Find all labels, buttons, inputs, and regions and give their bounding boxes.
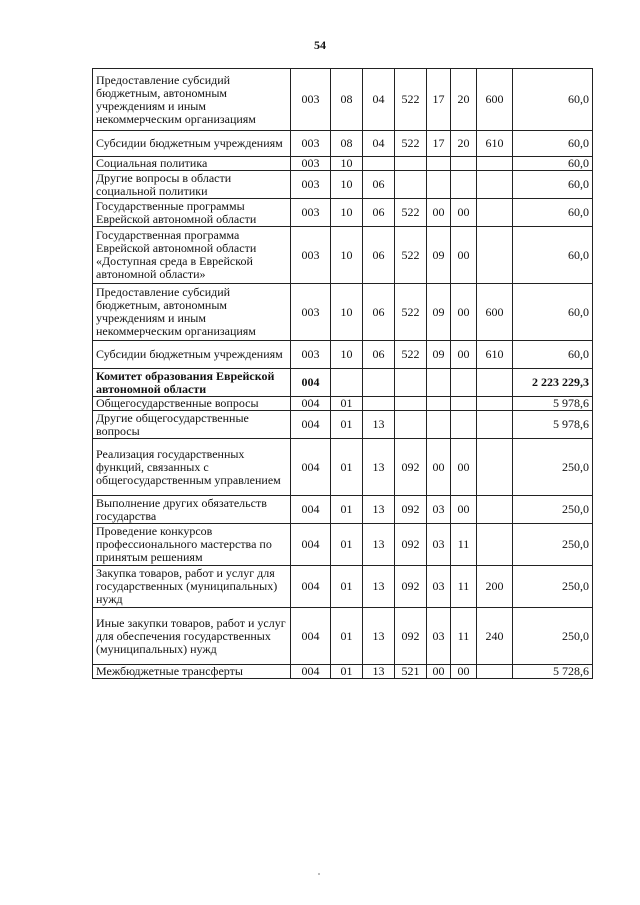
target-article-subprogram [427,369,451,397]
subsection-code: 06 [363,171,395,199]
ministry-code: 003 [291,171,331,199]
table-body [93,69,593,679]
target-article-direction: 11 [451,524,477,566]
amount-value: 60,0 [513,69,593,131]
target-article-direction [451,397,477,411]
subsection-code: 13 [363,524,395,566]
table-row [93,411,593,439]
expense-type-code [477,665,513,679]
amount-value: 2 223 229,3 [513,369,593,397]
target-article-subprogram: 09 [427,341,451,369]
row-name: Государственная программа Еврейской автономной области «Доступная среда в Еврейской автономной области» [93,227,291,284]
target-article-direction: 00 [451,496,477,524]
subsection-code [363,157,395,171]
target-article-subprogram: 03 [427,524,451,566]
row-name: Социальная политика [93,157,291,171]
target-article-subprogram: 17 [427,69,451,131]
table-row [93,341,593,369]
ministry-code: 004 [291,665,331,679]
table-row [93,369,593,397]
section-code: 08 [331,131,363,157]
amount-value: 60,0 [513,284,593,341]
amount-value: 250,0 [513,439,593,496]
ministry-code: 004 [291,369,331,397]
subsection-code: 04 [363,69,395,131]
target-article-subprogram: 03 [427,566,451,608]
row-name: Закупка товаров, работ и услуг для государственных (муниципальных) нужд [93,566,291,608]
table-row [93,171,593,199]
row-name: Субсидии бюджетным учреждениям [93,341,291,369]
section-code: 01 [331,566,363,608]
section-code: 01 [331,608,363,665]
ministry-code: 003 [291,284,331,341]
ministry-code: 003 [291,69,331,131]
amount-value: 60,0 [513,341,593,369]
section-code: 10 [331,199,363,227]
target-article-subprogram: 09 [427,227,451,284]
row-name: Общегосударственные вопросы [93,397,291,411]
table-row [93,496,593,524]
target-article-direction: 00 [451,439,477,496]
row-name: Иные закупки товаров, работ и услуг для обеспечения государственных (муниципальных) нужд [93,608,291,665]
target-article-direction: 11 [451,566,477,608]
section-code [331,369,363,397]
target-article-program: 522 [395,131,427,157]
expense-type-code [477,397,513,411]
section-code: 10 [331,157,363,171]
row-name: Реализация государственных функций, связанных с общегосударственным управлением [93,439,291,496]
ministry-code: 004 [291,608,331,665]
section-code: 10 [331,341,363,369]
target-article-direction [451,171,477,199]
table-row [93,439,593,496]
section-code: 08 [331,69,363,131]
subsection-code: 13 [363,496,395,524]
target-article-subprogram [427,171,451,199]
table-row [93,665,593,679]
target-article-subprogram: 17 [427,131,451,157]
amount-value: 60,0 [513,157,593,171]
expense-type-code: 240 [477,608,513,665]
row-name: Другие вопросы в области социальной политики [93,171,291,199]
expense-type-code: 600 [477,69,513,131]
amount-value: 5 978,6 [513,397,593,411]
section-code: 10 [331,171,363,199]
target-article-program: 092 [395,608,427,665]
scan-speck [318,873,320,875]
expense-type-code [477,496,513,524]
section-code: 10 [331,284,363,341]
section-code: 01 [331,439,363,496]
ministry-code: 003 [291,341,331,369]
target-article-program [395,157,427,171]
expense-type-code [477,369,513,397]
row-name: Субсидии бюджетным учреждениям [93,131,291,157]
target-article-program [395,171,427,199]
amount-value: 60,0 [513,131,593,157]
expense-type-code [477,439,513,496]
expense-type-code [477,411,513,439]
table-row [93,199,593,227]
amount-value: 250,0 [513,496,593,524]
subsection-code: 13 [363,411,395,439]
target-article-program: 522 [395,199,427,227]
amount-value: 5 728,6 [513,665,593,679]
ministry-code: 004 [291,566,331,608]
target-article-subprogram [427,397,451,411]
expense-type-code [477,157,513,171]
target-article-program: 092 [395,524,427,566]
section-code: 01 [331,665,363,679]
target-article-direction: 11 [451,608,477,665]
ministry-code: 004 [291,397,331,411]
subsection-code: 13 [363,665,395,679]
amount-value: 250,0 [513,524,593,566]
target-article-program [395,411,427,439]
section-code: 01 [331,411,363,439]
row-name: Комитет образования Еврейской автономной области [93,369,291,397]
ministry-code: 003 [291,157,331,171]
target-article-program [395,369,427,397]
expense-type-code: 600 [477,284,513,341]
table-row [93,227,593,284]
amount-value: 60,0 [513,199,593,227]
target-article-direction [451,411,477,439]
ministry-code: 004 [291,496,331,524]
target-article-direction: 00 [451,199,477,227]
expense-type-code [477,227,513,284]
ministry-code: 004 [291,411,331,439]
amount-value: 60,0 [513,227,593,284]
row-name: Предоставление субсидий бюджетным, автономным учреждениям и иным некоммерческим организациям [93,284,291,341]
section-code: 10 [331,227,363,284]
table-row [93,69,593,131]
ministry-code: 003 [291,227,331,284]
table-row [93,524,593,566]
target-article-direction: 00 [451,341,477,369]
table-row [93,566,593,608]
target-article-subprogram: 00 [427,439,451,496]
subsection-code: 13 [363,566,395,608]
row-name: Выполнение других обязательств государства [93,496,291,524]
ministry-code: 003 [291,199,331,227]
section-code: 01 [331,524,363,566]
table-row [93,131,593,157]
subsection-code [363,369,395,397]
target-article-program: 522 [395,227,427,284]
target-article-subprogram: 00 [427,199,451,227]
section-code: 01 [331,496,363,524]
target-article-direction: 00 [451,227,477,284]
subsection-code: 06 [363,199,395,227]
expense-type-code: 610 [477,131,513,157]
target-article-direction: 20 [451,131,477,157]
target-article-program: 092 [395,566,427,608]
target-article-direction: 00 [451,284,477,341]
subsection-code: 06 [363,227,395,284]
row-name: Государственные программы Еврейской автономной области [93,199,291,227]
amount-value: 250,0 [513,608,593,665]
subsection-code: 06 [363,284,395,341]
table-row [93,397,593,411]
amount-value: 60,0 [513,171,593,199]
subsection-code [363,397,395,411]
amount-value: 250,0 [513,566,593,608]
ministry-code: 004 [291,524,331,566]
expense-type-code: 200 [477,566,513,608]
row-name: Предоставление субсидий бюджетным, автономным учреждениям и иным некоммерческим организациям [93,69,291,131]
target-article-direction: 00 [451,665,477,679]
subsection-code: 13 [363,439,395,496]
target-article-program: 522 [395,284,427,341]
ministry-code: 003 [291,131,331,157]
target-article-subprogram: 09 [427,284,451,341]
page-number: 54 [314,38,326,52]
target-article-subprogram: 03 [427,496,451,524]
target-article-subprogram [427,411,451,439]
row-name: Другие общегосударственные вопросы [93,411,291,439]
table-row [93,284,593,341]
target-article-subprogram: 03 [427,608,451,665]
target-article-direction [451,369,477,397]
target-article-program: 522 [395,341,427,369]
subsection-code: 06 [363,341,395,369]
expense-type-code [477,524,513,566]
subsection-code: 13 [363,608,395,665]
subsection-code: 04 [363,131,395,157]
row-name: Межбюджетные трансферты [93,665,291,679]
table-row [93,157,593,171]
expense-type-code: 610 [477,341,513,369]
target-article-subprogram: 00 [427,665,451,679]
expense-type-code [477,199,513,227]
table-row [93,608,593,665]
target-article-subprogram [427,157,451,171]
target-article-program: 521 [395,665,427,679]
expense-type-code [477,171,513,199]
section-code: 01 [331,397,363,411]
target-article-direction: 20 [451,69,477,131]
ministry-code: 004 [291,439,331,496]
target-article-program [395,397,427,411]
row-name: Проведение конкурсов профессионального мастерства по принятым решениям [93,524,291,566]
target-article-program: 092 [395,439,427,496]
amount-value: 5 978,6 [513,411,593,439]
target-article-direction [451,157,477,171]
target-article-program: 522 [395,69,427,131]
target-article-program: 092 [395,496,427,524]
budget-table [92,68,593,679]
